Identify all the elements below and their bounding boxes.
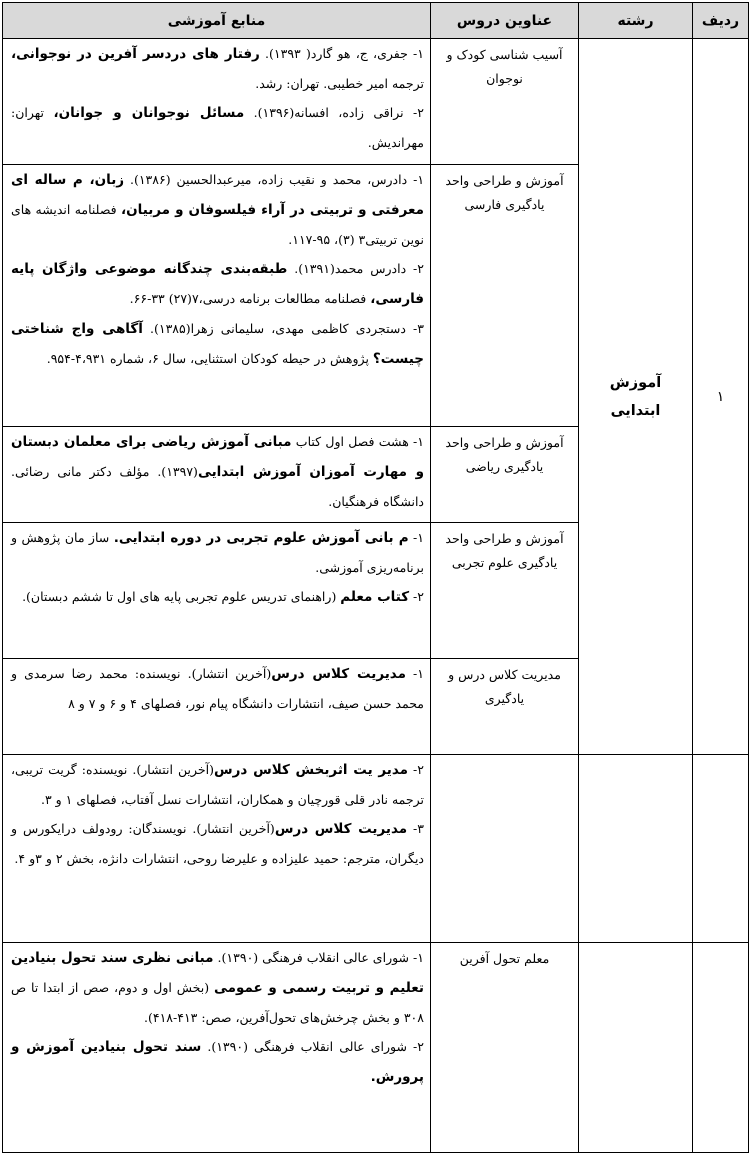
course-cell: آسیب شناسی کودک و نوجوان [431, 39, 579, 165]
reference-item [11, 659, 424, 718]
reference-title: مبانی آموزش ریاضی برای معلمان دبستان و مهارت آموزان آموزش ابتدایی [11, 434, 424, 480]
reference-item [11, 98, 424, 157]
reference-author: ۱- هشت فصل اول کتاب [291, 434, 424, 449]
reference-item [11, 755, 424, 814]
sources-cell [3, 165, 431, 427]
reference-item [11, 523, 424, 582]
reference-publisher: (آخرین انتشار). نویسنده: گریت تریبی، ترجمه نادر قلی قورچیان و همکاران، انتشارات نسل آفتاب، فصلهای ۱ و ۳. [11, 762, 424, 807]
reference-item [11, 943, 424, 1032]
table-row [3, 943, 749, 1153]
reference-publisher: ساز مان پژوهش و برنامه‌ریزی آموزشی. [11, 530, 424, 575]
field-cell [579, 39, 693, 755]
reference-publisher: فصلنامه مطالعات برنامه درسی،۷(۲۷) ۳۳-۶۶. [129, 291, 371, 306]
reference-title: م بانی آموزش علوم تجربی در دوره ابتدایی. [113, 530, 409, 546]
reference-title: سند تحول بنیادین آموزش و پرورش. [11, 1039, 424, 1085]
reference-publisher: (بخش اول و دوم، صص از ابتدا تا ص ۳۰۸ و بخش چرخش‌های تحول‌آفرین، صص: ۴۱۳-۴۱۸). [11, 980, 424, 1025]
reference-author: ۲- [408, 762, 424, 777]
reference-title: طبقه‌بندی چندگانه موضوعی واژگان پایه فارسی، [11, 261, 424, 307]
reference-author: ۲- دادرس محمد(۱۳۹۱). [287, 261, 424, 276]
reference-item [11, 314, 424, 374]
reference-publisher: (آخرین انتشار). نویسندگان: رودولف درایکورس و دیگران، مترجم: حمید علیزاده و علیرضا روحی، انتشارات دانژه، بخش ۲ و ۳و ۴. [11, 821, 424, 866]
table-row [3, 755, 749, 943]
reference-item [11, 165, 424, 254]
reference-title: رفتار های دردسر آفرین در نوجوانی، [11, 46, 260, 62]
curriculum-table-page [2, 2, 748, 1153]
reference-author: ۲- نراقی زاده، افسانه(۱۳۹۶). [244, 105, 425, 120]
header-sources: منابع آموزشی [3, 3, 431, 39]
sources-cell [3, 659, 431, 755]
course-cell: معلم تحول آفرین [431, 943, 579, 1153]
sources-cell [3, 427, 431, 523]
reference-title: مبانی نظری سند تحول بنیادین تعلیم و تربیت رسمی و عمومی [11, 950, 424, 996]
row-number-cell: ۱ [693, 39, 749, 755]
reference-author: ۲- [409, 589, 424, 604]
sources-cell [3, 523, 431, 659]
header-row-number: ردیف [693, 3, 749, 39]
header-course: عناوین دروس [431, 3, 579, 39]
reference-title: کتاب معلم [340, 589, 410, 605]
reference-title: مدیریت کلاس درس [274, 821, 408, 837]
reference-title: مدیریت کلاس درس [271, 666, 406, 682]
field-label-line: ابتدایی [610, 402, 661, 419]
field-label-line: آموزش [609, 374, 662, 391]
reference-author: ۲- شورای عالی انقلاب فرهنگی (۱۳۹۰). [201, 1039, 424, 1054]
row-number-cell [693, 755, 749, 943]
row-number-cell [693, 943, 749, 1153]
course-cell: مدیریت کلاس درس و یادگیری [431, 659, 579, 755]
reference-author: ۱- دادرس، محمد و نقیب زاده، میرعبدالحسین (۱۳۸۶). [124, 172, 425, 187]
reference-publisher: (۱۳۹۷). مؤلف دکتر مانی رضائی. دانشگاه فرهنگیان. [11, 464, 424, 509]
field-cell [579, 943, 693, 1153]
reference-author: ۳- دستجردی کاظمی مهدی، سلیمانی زهرا(۱۳۸۵). [142, 321, 425, 336]
reference-publisher: فصلنامه اندیشه های نوین تربیتی۳ (۳)، ۹۵-۱۱۷. [11, 202, 424, 247]
table-header-row [3, 3, 749, 39]
reference-item [11, 39, 424, 98]
course-cell: آموزش و طراحی واحد یادگیری ریاضی [431, 427, 579, 523]
reference-title: مدیر یت اثربخش کلاس درس [213, 762, 409, 778]
reference-item [11, 254, 424, 314]
reference-title: زبان، م ساله ای معرفتی و تربیتی در آراء فیلسوفان و مربیان، [11, 172, 424, 218]
reference-item [11, 814, 424, 873]
reference-author: ۱- شورای عالی انقلاب فرهنگی (۱۳۹۰). [213, 950, 425, 965]
field-cell [579, 755, 693, 943]
reference-author: ۱- [405, 666, 424, 681]
reference-publisher: (آخرین انتشار). نویسنده: محمد رضا سرمدی و محمد حسن صیف، انتشارات دانشگاه پیام نور، فصلهای ۴ و ۶ و ۷ و ۸ [11, 666, 424, 711]
reference-title: آگاهی واج شناختی چیست؟ [11, 321, 424, 367]
reference-item [11, 1032, 424, 1092]
reference-item [11, 582, 424, 612]
curriculum-table [2, 2, 749, 1153]
header-field: رشته [579, 3, 693, 39]
reference-publisher: تهران: مهراندیش. [11, 105, 424, 150]
course-cell: آموزش و طراحی واحد یادگیری فارسی [431, 165, 579, 427]
reference-title: مسائل نوجوانان و جوانان، [53, 105, 245, 121]
reference-author: ۱- [408, 530, 424, 545]
course-cell: آموزش و طراحی واحد یادگیری علوم تجربی [431, 523, 579, 659]
reference-publisher: ترجمه امیر خطیبی. تهران: رشد. [255, 76, 424, 91]
reference-item [11, 427, 424, 516]
reference-author: ۳- [407, 821, 424, 836]
sources-cell [3, 39, 431, 165]
reference-publisher: (راهنمای تدریس علوم تجربی پایه های اول تا ششم دبستان). [22, 589, 341, 604]
table-row [3, 39, 749, 165]
sources-cell [3, 943, 431, 1153]
reference-author: ۱- جفری، ج، هو گارد( ۱۳۹۳). [259, 46, 424, 61]
reference-publisher: پژوهش در حیطه کودکان استثنایی، سال ۶، شماره ۴،۹۳۱-۹۵۴. [46, 351, 373, 366]
course-cell [431, 755, 579, 943]
sources-cell [3, 755, 431, 943]
